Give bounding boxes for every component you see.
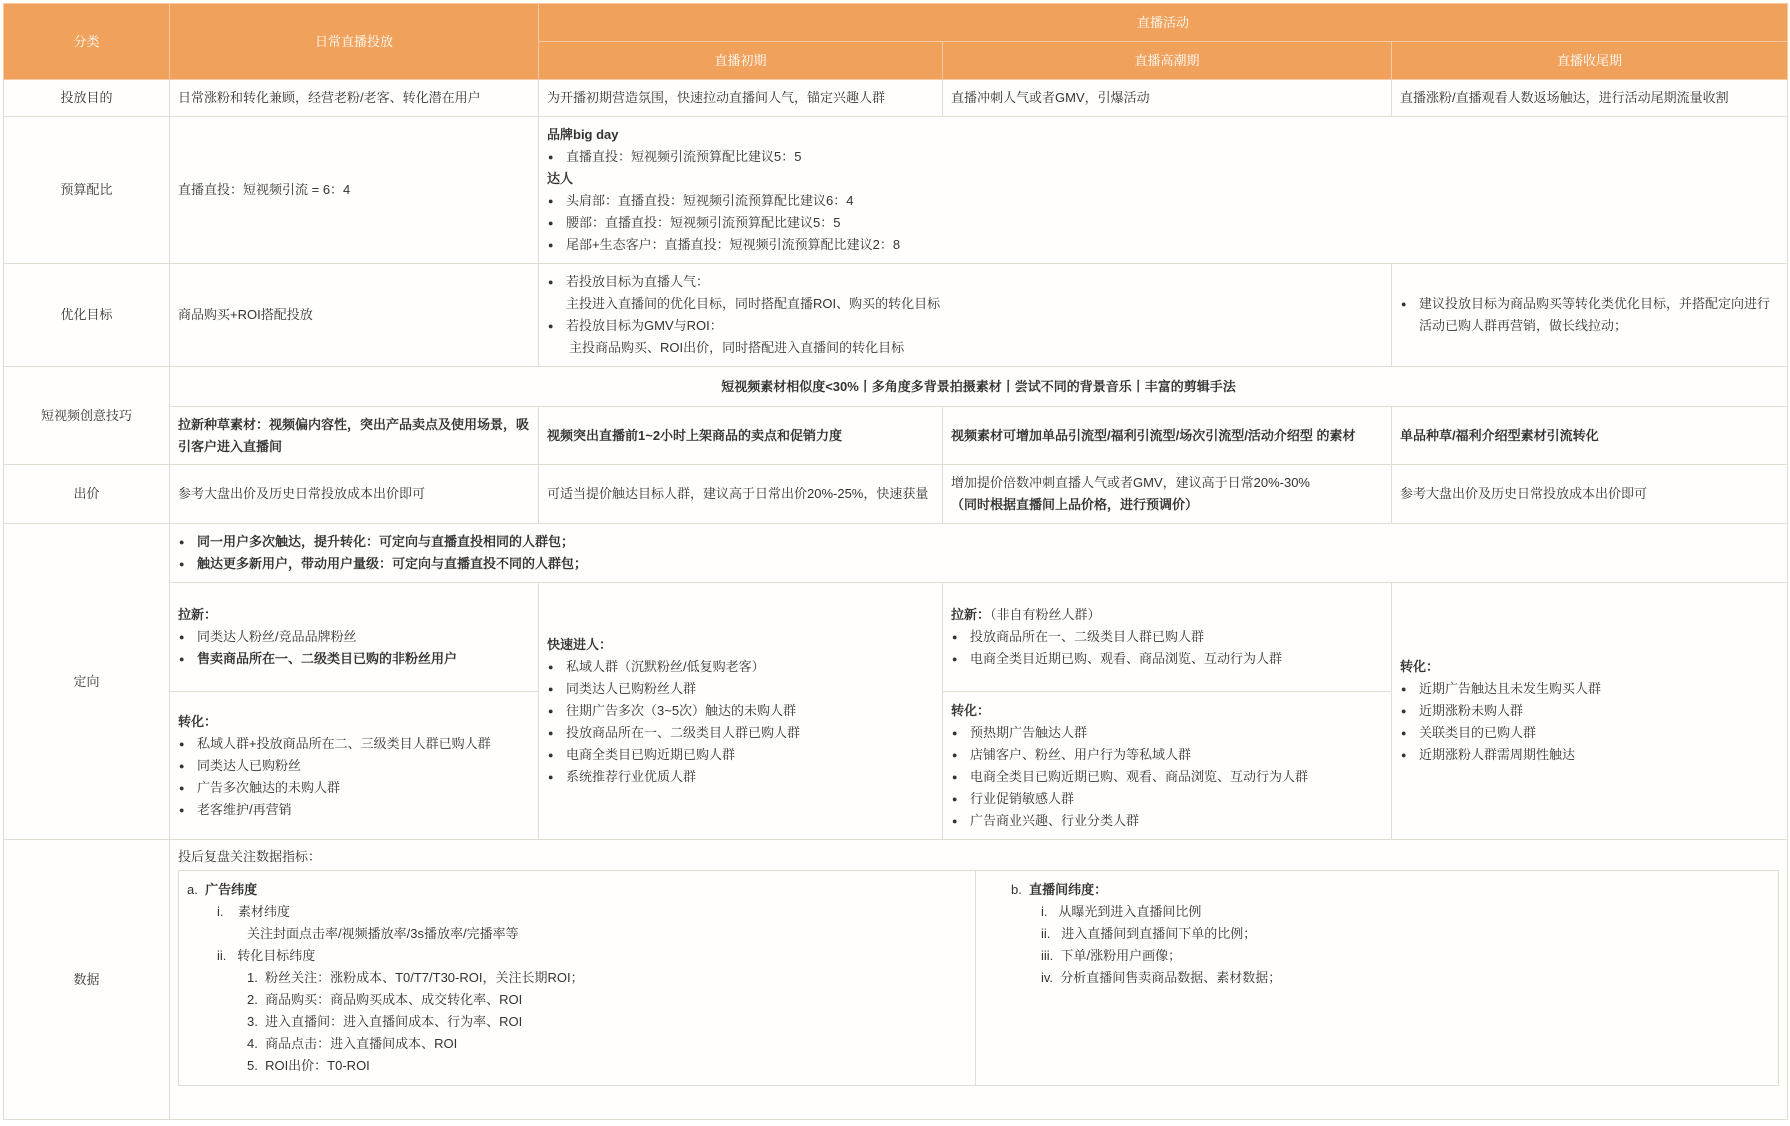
- data-b-list-4: iv. 分析直播间售卖商品数据、素材数据；: [1041, 970, 1282, 985]
- budget-activity: [539, 117, 1788, 264]
- target-peak-new: [943, 583, 1392, 692]
- data-b-list-2: ii. 进入直播间到直播间下单的比例；: [1041, 926, 1257, 941]
- list-item: ● 同一用户多次触达，提升转化：可定向与直播直投相同的人群包；: [197, 531, 1779, 553]
- data-a-title: 广告纬度: [205, 882, 258, 897]
- bid-early: 可适当提价触达目标人群，建议高于日常出价20%-25%，快速获量: [539, 465, 943, 524]
- data-a-list-5: 5. ROI出价：T0-ROI: [247, 1058, 370, 1073]
- optimize-list: [547, 271, 1383, 293]
- list-item: ● 触达更多新用户，带动用户量级：可定向与直播直投不同的人群包；: [197, 553, 1779, 575]
- list-item: ● 行业促销敏感人群: [970, 788, 1383, 810]
- header-activity: 直播活动: [539, 4, 1788, 42]
- target-daily-conv-list: [178, 733, 530, 821]
- data-b-title: 直播间纬度：: [1029, 882, 1108, 897]
- data-a-ii-title: 转化目标纬度: [237, 948, 316, 963]
- data-box: [178, 870, 1779, 1086]
- bid-peak-line2: （同时根据直播间上品价格，进行预调价）: [951, 497, 1199, 512]
- row-label-goal: 投放目的: [4, 80, 170, 117]
- list-item: ● 尾部+生态客户：直播直投：短视频引流预算配比建议2：8: [566, 234, 1779, 256]
- target-peak-new-title: 拉新：: [951, 607, 991, 622]
- list-item: ● 店铺客户、粉丝、用户行为等私域人群: [970, 744, 1383, 766]
- data-b-list-3: iii. 下单/涨粉用户画像；: [1041, 948, 1182, 963]
- target-early-list: [547, 656, 934, 788]
- target-end-title: 转化：: [1400, 659, 1440, 674]
- header-daily: 日常直播投放: [170, 4, 539, 80]
- target-daily-new: [170, 583, 539, 692]
- data-live-dimension: [976, 871, 1778, 1085]
- data-a-i-text: 关注封面点击率/视频播放率/3s播放率/完播率等: [247, 926, 519, 941]
- creative-daily: 拉新种草素材：视频偏内容性，突出产品卖点及使用场景，吸引客户进入直播间: [170, 407, 539, 465]
- list-item: ● 同类达人已购粉丝人群: [566, 678, 934, 700]
- budget-kol-title: 达人: [547, 171, 574, 186]
- row-label-data: 数据: [4, 840, 170, 1120]
- list-item: ● 电商全类目已购近期已购人群: [566, 744, 934, 766]
- header-category: 分类: [4, 4, 170, 80]
- strategy-table: [3, 3, 1788, 1120]
- data-intro: 投后复盘关注数据指标：: [178, 849, 322, 864]
- bid-end: 参考大盘出价及历史日常投放成本出价即可: [1392, 465, 1788, 524]
- row-label-bid: 出价: [4, 465, 170, 524]
- list-item: ● 投放商品所在一、二级类目人群已购人群: [566, 722, 934, 744]
- list-item: ● 同类达人粉丝/竞品品牌粉丝: [197, 626, 530, 648]
- row-label-creative: 短视频创意技巧: [4, 367, 170, 465]
- list-item: ● 同类达人已购粉丝: [197, 755, 530, 777]
- header-early: 直播初期: [539, 42, 943, 80]
- creative-end: 单品种草/福利介绍型素材引流转化: [1392, 407, 1788, 465]
- list-item: ● 电商全类目已购近期已购、观看、商品浏览、互动行为人群: [970, 766, 1383, 788]
- header-peak: 直播高潮期: [943, 42, 1392, 80]
- target-daily-new-title: 拉新：: [178, 607, 218, 622]
- data-a-i-title: 素材纬度: [237, 904, 290, 919]
- optimize-end-list: [1400, 293, 1779, 337]
- data-b-marker: b.: [1011, 882, 1022, 897]
- list-item: ● 近期涨粉人群需周期性触达: [1419, 744, 1779, 766]
- data-a-i-marker: i.: [217, 904, 224, 919]
- list-item: ● 近期涨粉未购人群: [1419, 700, 1779, 722]
- list-item: ● 若投放目标为GMV与ROI：: [566, 315, 1383, 337]
- optimize-early-peak: [539, 264, 1392, 367]
- list-item: ● 老客维护/再营销: [197, 799, 530, 821]
- target-peak-conv: [943, 692, 1392, 840]
- target-peak-conv-list: [951, 722, 1383, 832]
- list-item: ● 关联类目的已购人群: [1419, 722, 1779, 744]
- target-end-list: [1400, 678, 1779, 766]
- list-item: ● 若投放目标为直播人气：: [566, 271, 1383, 293]
- target-peak-conv-title: 转化：: [951, 702, 991, 718]
- optimize-end: [1392, 264, 1788, 367]
- optimize-a-text: 主投进入直播间的优化目标，同时搭配直播ROI、购买的转化目标: [566, 296, 941, 311]
- target-top-list: [178, 531, 1779, 575]
- creative-peak: 视频素材可增加单品引流型/福利引流型/场次引流型/活动介绍型 的素材: [943, 407, 1392, 465]
- list-item: ● 广告商业兴趣、行业分类人群: [970, 810, 1383, 832]
- list-item: ● 系统推荐行业优质人群: [566, 766, 934, 788]
- data-a-list-1: 1. 粉丝关注：涨粉成本、T0/T7/T30-ROI，关注长期ROI；: [247, 970, 584, 985]
- goal-daily: 日常涨粉和转化兼顾，经营老粉/老客、转化潜在用户: [170, 80, 539, 117]
- goal-peak: 直播冲刺人气或者GMV，引爆活动: [943, 80, 1392, 117]
- list-item: ● 投放商品所在一、二级类目人群已购人群: [970, 626, 1383, 648]
- budget-brand-title: 品牌big day: [547, 127, 619, 142]
- data-cell: [170, 840, 1788, 1120]
- target-early: [539, 583, 943, 840]
- list-item: ● 私域人群（沉默粉丝/低复购老客）: [566, 656, 934, 678]
- target-top: [170, 524, 1788, 583]
- target-end: [1392, 583, 1788, 840]
- goal-early: 为开播初期营造氛围，快速拉动直播间人气，锚定兴趣人群: [539, 80, 943, 117]
- data-a-list-3: 3. 进入直播间：进入直播间成本、行为率、ROI: [247, 1014, 523, 1029]
- list-item: ● 头肩部：直播直投：短视频引流预算配比建议6：4: [566, 190, 1779, 212]
- data-ad-dimension: [179, 871, 976, 1085]
- bid-peak-line1: 增加提价倍数冲刺直播人气或者GMV，建议高于日常20%-30%: [951, 475, 1310, 490]
- target-daily-new-list: [178, 626, 530, 670]
- target-daily-conv: [170, 692, 539, 840]
- list-item: ● 近期广告触达且未发生购买人群: [1419, 678, 1779, 700]
- list-item: ● 建议投放目标为商品购买等转化类优化目标，并搭配定向进行活动已购人群再营销，做长线拉动；: [1419, 293, 1779, 337]
- row-label-budget: 预算配比: [4, 117, 170, 264]
- optimize-list-b: [547, 315, 1383, 337]
- list-item: ● 售卖商品所在一、二级类目已购的非粉丝用户: [197, 648, 530, 670]
- data-b-list-1: i. 从曝光到进入直播间比例: [1041, 904, 1202, 919]
- list-item: ● 直播直投：短视频引流预算配比建议5：5: [566, 146, 1779, 168]
- data-a-list-2: 2. 商品购买：商品购买成本、成交转化率、ROI: [247, 992, 523, 1007]
- goal-end: 直播涨粉/直播观看人数返场触达，进行活动尾期流量收割: [1392, 80, 1788, 117]
- optimize-b-text: 主投商品购买、ROI出价，同时搭配进入直播间的转化目标: [569, 340, 905, 355]
- budget-kol-list: [547, 190, 1779, 256]
- creative-summary: 短视频素材相似度<30%丨多角度多背景拍摄素材丨尝试不同的背景音乐丨丰富的剪辑手法: [170, 367, 1788, 407]
- data-a-list-4: 4. 商品点击：进入直播间成本、ROI: [247, 1036, 458, 1051]
- bid-daily: 参考大盘出价及历史日常投放成本出价即可: [170, 465, 539, 524]
- list-item: ● 腰部：直播直投：短视频引流预算配比建议5：5: [566, 212, 1779, 234]
- data-a-marker: a.: [187, 882, 198, 897]
- row-label-target: 定向: [4, 524, 170, 840]
- data-a-ii-marker: ii.: [217, 948, 227, 963]
- creative-early: 视频突出直播前1~2小时上架商品的卖点和促销力度: [539, 407, 943, 465]
- list-item: ● 私域人群+投放商品所在二、三级类目人群已购人群: [197, 733, 530, 755]
- header-end: 直播收尾期: [1392, 42, 1788, 80]
- list-item: ● 广告多次触达的未购人群: [197, 777, 530, 799]
- row-label-optimize: 优化目标: [4, 264, 170, 367]
- target-early-title: 快速进人：: [547, 637, 613, 652]
- budget-brand-list: [547, 146, 1779, 168]
- target-peak-new-list: [951, 626, 1383, 670]
- list-item: ● 预热期广告触达人群: [970, 722, 1383, 744]
- optimize-daily: 商品购买+ROI搭配投放: [170, 264, 539, 367]
- target-daily-conv-title: 转化：: [178, 713, 218, 729]
- target-peak-new-note: （非自有粉丝人群）: [990, 607, 1101, 622]
- list-item: ● 电商全类目近期已购、观看、商品浏览、互动行为人群: [970, 648, 1383, 670]
- list-item: ● 往期广告多次（3~5次）触达的未购人群: [566, 700, 934, 722]
- budget-daily: 直播直投：短视频引流 = 6：4: [170, 117, 539, 264]
- bid-peak: [943, 465, 1392, 524]
